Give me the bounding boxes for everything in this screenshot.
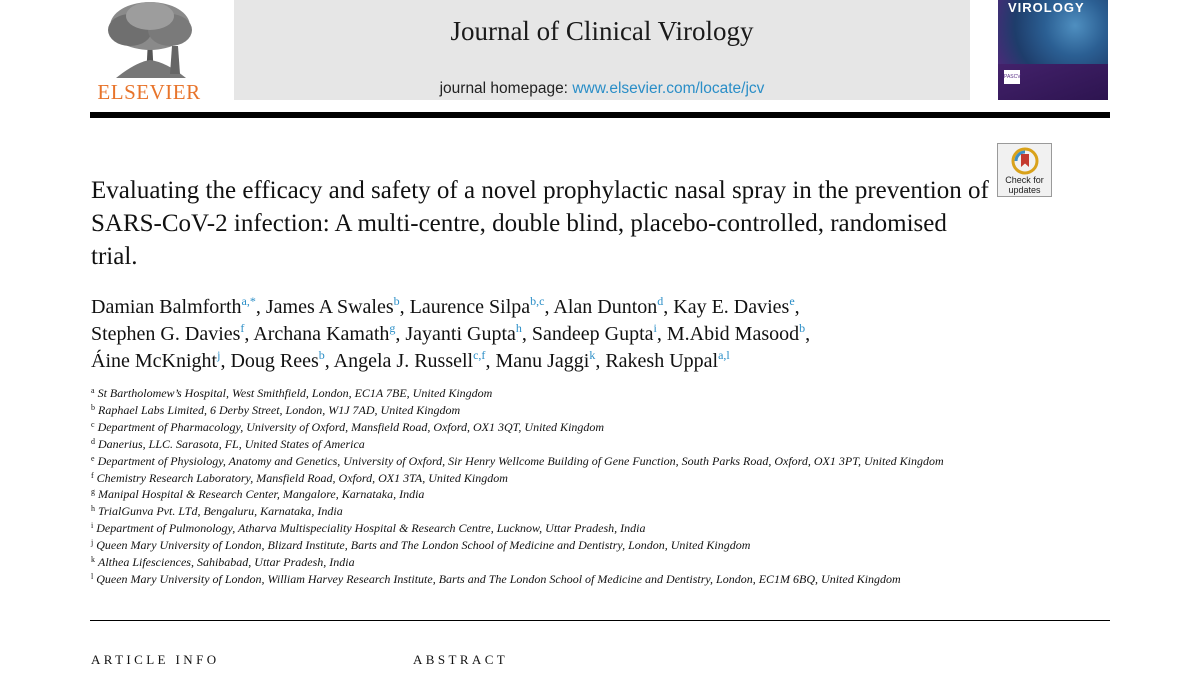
affiliation: $^b$ Raphael Labs Limited, 6 Derby Street, London, W1J 7AD, United Kingdom <box>91 402 461 417</box>
cover-title: VIROLOGY <box>1008 0 1085 15</box>
author[interactable]: Archana Kamath$^g$ <box>253 321 396 345</box>
author[interactable]: Rakesh Uppal$^{a,l}$ <box>605 348 730 372</box>
publisher-logo[interactable] <box>90 0 208 104</box>
journal-homepage <box>234 80 970 98</box>
author-affiliation-link[interactable]: i <box>653 321 657 335</box>
article-info-heading: ARTICLE INFO <box>91 652 220 667</box>
affiliation: $^f$ Chemistry Research Laboratory, Mansfield Road, Oxford, OX1 3TA, United Kingdom <box>91 470 508 485</box>
affiliation: $^i$ Department of Pulmonology, Atharva Multispeciality Hospital & Research Centre, Lucknow, Uttar Pradesh, India <box>91 521 646 536</box>
affiliation-list <box>91 385 991 588</box>
author[interactable]: Laurence Silpa$^{b,c}$ <box>409 294 545 318</box>
abstract-heading: ABSTRACT <box>413 652 509 667</box>
journal-title[interactable]: Journal of Clinical Virology <box>450 16 754 46</box>
publisher-name: ELSEVIER <box>97 80 201 104</box>
affiliation-key: c <box>91 419 95 429</box>
author-affiliation-link[interactable]: a,* <box>241 294 256 308</box>
author-affiliation-link[interactable]: d <box>657 294 664 308</box>
author[interactable]: Doug Rees$^b$ <box>230 348 325 372</box>
author[interactable]: Stephen G. Davies$^f$ <box>91 321 245 345</box>
affiliation-key: e <box>91 453 95 463</box>
author-affiliation-link[interactable]: j <box>217 348 221 362</box>
author[interactable]: Angela J. Russell$^{c,f}$ <box>333 348 486 372</box>
author[interactable]: M.Abid Masood$^b$ <box>666 321 806 345</box>
author-affiliation-link[interactable]: c,f <box>473 348 486 362</box>
check-for-updates-label <box>998 175 1051 195</box>
check-label-line1: Check for <box>1005 175 1044 185</box>
author-affiliation-link[interactable]: k <box>589 348 596 362</box>
author-affiliation-link[interactable]: f <box>240 321 245 335</box>
affiliation-key: i <box>91 521 94 531</box>
journal-banner <box>234 0 970 100</box>
affiliation: $^l$ Queen Mary University of London, William Harvey Research Institute, Barts and The London School of Medicine and Dentistry, London, EC1M 6BQ, United Kingdom <box>91 571 901 586</box>
author-affiliation-link[interactable]: b <box>393 294 400 308</box>
author-affiliation-link[interactable]: g <box>389 321 396 335</box>
check-for-updates-button[interactable] <box>997 143 1052 197</box>
affiliation-key: j <box>91 538 94 548</box>
author[interactable]: Manu Jaggi$^k$ <box>495 348 596 372</box>
affiliation: $^e$ Department of Physiology, Anatomy and Genetics, University of Oxford, Sir Henry Wellcome Building of Gene Function, South Parks Road, Oxford, OX1 3PT, United Kingdom <box>91 453 944 468</box>
author-affiliation-link[interactable]: a,l <box>718 348 730 362</box>
affiliation-key: k <box>91 555 95 565</box>
cover-society-badge: PASCV <box>1004 70 1020 84</box>
author[interactable]: Damian Balmforth$^{a,*}$ <box>91 294 256 318</box>
author[interactable]: Sandeep Gupta$^i$ <box>531 321 657 345</box>
elsevier-tree-logo <box>96 0 202 78</box>
affiliation: $^d$ Danerius, LLC. Sarasota, FL, United States of America <box>91 436 365 451</box>
author[interactable]: Jayanti Gupta$^h$ <box>405 321 522 345</box>
author-affiliation-link[interactable]: e <box>789 294 795 308</box>
affiliation: $^k$ Althea Lifesciences, Sahibabad, Uttar Pradesh, India <box>91 555 355 570</box>
affiliation-key: g <box>91 487 95 497</box>
author[interactable]: Kay E. Davies$^e$ <box>673 294 795 318</box>
affiliation: $^c$ Department of Pharmacology, University of Oxford, Mansfield Road, Oxford, OX1 3QT, United Kingdom <box>91 419 605 434</box>
author[interactable]: Áine McKnight$^j$ <box>91 348 221 372</box>
affiliation-key: a <box>91 386 95 395</box>
author-affiliation-link[interactable]: b,c <box>530 294 545 308</box>
author-affiliation-link[interactable]: b <box>318 348 325 362</box>
affiliation: $^j$ Queen Mary University of London, Blizard Institute, Barts and The London School of Medicine and Dentistry, London, United Kingdom <box>91 538 751 553</box>
author[interactable]: James A Swales$^b$ <box>265 294 400 318</box>
affiliation: $^h$ TrialGunva Pvt. LTd, Bengaluru, Karnataka, India <box>91 504 343 519</box>
author-affiliation-link[interactable]: b <box>799 321 806 335</box>
affiliation-key: b <box>91 402 95 412</box>
section-divider <box>90 620 1110 621</box>
affiliation-key: f <box>91 470 94 480</box>
check-for-updates-icon <box>1011 147 1039 175</box>
paper-title: Evaluating the efficacy and safety of a novel prophylactic nasal spray in the prevention of SARS-CoV-2 infection: A multi-centre, double blind, placebo-controlled, randomised trial. <box>91 177 989 270</box>
affiliation-key: l <box>91 571 94 581</box>
author-affiliation-link[interactable]: h <box>515 321 522 335</box>
header-divider <box>90 112 1110 118</box>
affiliation: $^a$ St Bartholomew’s Hospital, West Smithfield, London, EC1A 7BE, United Kingdom <box>91 386 493 400</box>
author-list: Damian Balmforth$^{a,*}$, James A Swales$^b$, Laurence Silpa$^{b,c}$, Alan Dunton$^d$, Kay E. Davies$^e$, Stephen G. Davies$^f$, Archana Kamath$^g$, Jayanti Gupta$^h$, Sandeep Gupta$^i$, M.Abid Masood$^b$, Áine McKnight$^j$, Doug Rees$^b$, Angela J. Russell$^{c,f}$, Manu Jaggi$^k$, Rakesh Uppal$^{a,l}$ <box>91 294 811 372</box>
homepage-link[interactable]: www.elsevier.com/locate/jcv <box>572 80 765 97</box>
affiliation-key: h <box>91 504 95 514</box>
affiliation-key: d <box>91 436 95 446</box>
homepage-prefix: journal homepage: <box>439 80 573 97</box>
check-label-line2: updates <box>1008 185 1041 195</box>
journal-cover-thumbnail[interactable] <box>998 0 1108 100</box>
affiliation: $^g$ Manipal Hospital & Research Center, Mangalore, Karnataka, India <box>91 487 425 502</box>
author[interactable]: Alan Dunton$^d$ <box>553 294 664 318</box>
